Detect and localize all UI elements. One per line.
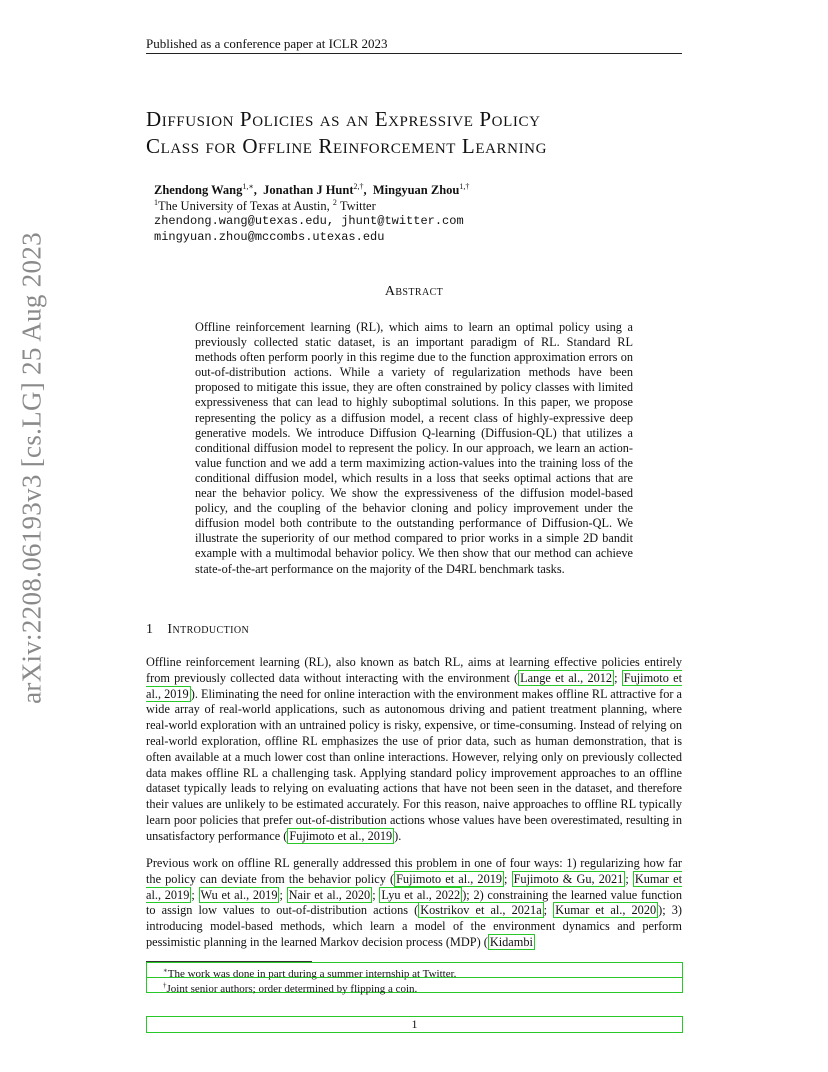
- email-line-1[interactable]: zhendong.wang@utexas.edu, jhunt@twitter.com: [154, 214, 464, 228]
- footnote-text: The work was done in part during a summer internship at Twitter.: [167, 967, 457, 980]
- para-text: ); 2) constraining the learned value function to assign low values to out-of-distribution actions (: [146, 887, 682, 918]
- author-sup: 1,∗: [242, 182, 254, 191]
- author-sup: 1,†: [459, 182, 470, 191]
- para-text: ); 3) introducing model-based methods, which learn a model of the environment dynamics and perform pessimistic planning in the learned Markov decision process (MDP) (: [146, 903, 682, 949]
- abstract-heading: Abstract: [384, 284, 444, 299]
- para-text: ;: [614, 670, 622, 685]
- citation-link[interactable]: Lyu et al., 2022: [381, 887, 461, 902]
- affil-sup: 1: [154, 198, 158, 207]
- footnote-mark: †: [163, 981, 167, 989]
- citation-link[interactable]: Kumar et al., 2020: [555, 903, 657, 918]
- para-text: ;: [625, 871, 633, 886]
- para-text: ). Eliminating the need for online interaction with the environment makes offline RL attractive for a wide array of real-world applications, such as autonomous driving and patient treatment planning, where real-world exploration with an untrained policy is risky, expensive, or time-consuming. Instead of relying on real-world exploration, offline RL emphasizes the use of prior data, such as human demonstration, that is often available at a much lower cost than online interactions. However, relying only on previously collected data makes offline RL a challenging task. Applying standard policy improvement approaches to an offline dataset typically leads to relying on evaluating actions that have not been seen in the dataset, and therefore their values are unlikely to be estimated accurately. For this reason, naive approaches to offline RL typically learn poor policies that prefer out-of-distribution actions whose values have been overestimated, resulting in unsatisfactory performance (: [146, 686, 682, 843]
- affil-sup: 2: [332, 198, 337, 207]
- email-line-2[interactable]: mingyuan.zhou@mccombs.utexas.edu: [154, 230, 385, 244]
- affiliations: [154, 198, 376, 214]
- citation-link[interactable]: Lange et al., 2012: [520, 670, 613, 685]
- para-text: ;: [504, 871, 512, 886]
- author-name: Mingyuan Zhou: [372, 183, 460, 198]
- citation-link[interactable]: Fujimoto et al., 2019: [289, 828, 393, 843]
- citation-link[interactable]: Kostrikov et al., 2021a: [420, 903, 542, 918]
- paper-title: [146, 106, 686, 160]
- author-name: Zhendong Wang: [154, 183, 243, 198]
- footnote-text: Joint senior authors; order determined by flipping a coin.: [166, 982, 418, 995]
- author-name: Jonathan J Hunt: [263, 183, 354, 198]
- arxiv-id[interactable]: arXiv:2208.06193v3 [cs.LG] 25 Aug 2023: [16, 232, 47, 704]
- citation-link[interactable]: Nair et al., 2020: [288, 887, 371, 902]
- title-line-1: Diffusion Policies as an Expressive Policy: [146, 107, 541, 131]
- abstract-body: Offline reinforcement learning (RL), which aims to learn an optimal policy using a previously collected static dataset, is an important paradigm of RL. Standard RL methods often perform poorly in this regime due to the function approximation errors on out-of-distribution actions. While a variety of regularization methods have been proposed to mitigate this issue, they are often constrained by policy classes with limited expressiveness that can lead to highly suboptimal solutions. In this paper, we propose representing the policy as a diffusion model, a recent class of highly-expressive deep generative models. We introduce Diffusion Q-learning (Diffusion-QL) that utilizes a conditional diffusion model to represent the policy. In our approach, we learn an action-value function and we add a term maximizing action-values into the training loss of the conditional diffusion model, which results in a loss that seeks optimal actions that are near the behavior policy. We show the expressiveness of the diffusion model-based policy, and the coupling of the behavior cloning and policy improvement under the diffusion model both contribute to the outstanding performance of Diffusion-QL. We illustrate the superiority of our method compared to prior works in a simple 2D bandit example with a multimodal behavior policy. We then show that our method can achieve state-of-the-art performance on the majority of the D4RL benchmark tasks.: [195, 320, 633, 576]
- intro-paragraph-1: [146, 655, 682, 845]
- section-title: Introduction: [167, 622, 250, 637]
- author-sup: 2,†: [353, 182, 364, 191]
- section-number: 1: [146, 622, 154, 637]
- para-text: Offline reinforcement learning (RL), also known as batch RL, aims at learning effective policies entirely from previously collected data without interacting with the environment (: [146, 655, 682, 685]
- citation-link[interactable]: Fujimoto et al., 2019: [146, 670, 682, 701]
- footnote-mark: ∗: [163, 966, 168, 974]
- para-text: ;: [191, 887, 199, 902]
- intro-paragraph-2: [146, 856, 682, 951]
- footnote-2[interactable]: [146, 977, 683, 993]
- arxiv-sidebar: [2, 232, 62, 704]
- para-text: ).: [394, 828, 402, 843]
- author-list: Zhendong Wang$^{1,∗}$, Jonathan J Hunt$^{2,\dagger}$, Mingyuan Zhou$^{1,\dagger}$: [154, 182, 470, 198]
- para-text: ;: [543, 903, 554, 918]
- citation-link[interactable]: Kumar et al., 2019: [146, 871, 683, 902]
- affil-1: The University of Texas at Austin,: [158, 199, 330, 214]
- citation-link[interactable]: Kidambi: [489, 934, 533, 949]
- affil-2: Twitter: [339, 199, 376, 214]
- para-text: Previous work on offline RL generally addressed this problem in one of four ways: 1) regularizing how far the policy can deviate from the behavior policy (: [146, 856, 682, 886]
- para-text: ;: [279, 887, 287, 902]
- page-number[interactable]: 1: [146, 1016, 683, 1033]
- title-line-2: Class for Offline Reinforcement Learning: [146, 134, 548, 158]
- para-text: ;: [372, 887, 380, 902]
- footnote-1[interactable]: [146, 962, 683, 978]
- header-rule: [146, 53, 682, 54]
- citation-link[interactable]: Wu et al., 2019: [200, 887, 278, 902]
- citation-link[interactable]: Fujimoto & Gu, 2021: [513, 871, 624, 886]
- citation-link[interactable]: Fujimoto et al., 2019: [396, 871, 503, 886]
- section-heading: [146, 622, 249, 638]
- running-header: Published as a conference paper at ICLR 2023: [146, 36, 388, 51]
